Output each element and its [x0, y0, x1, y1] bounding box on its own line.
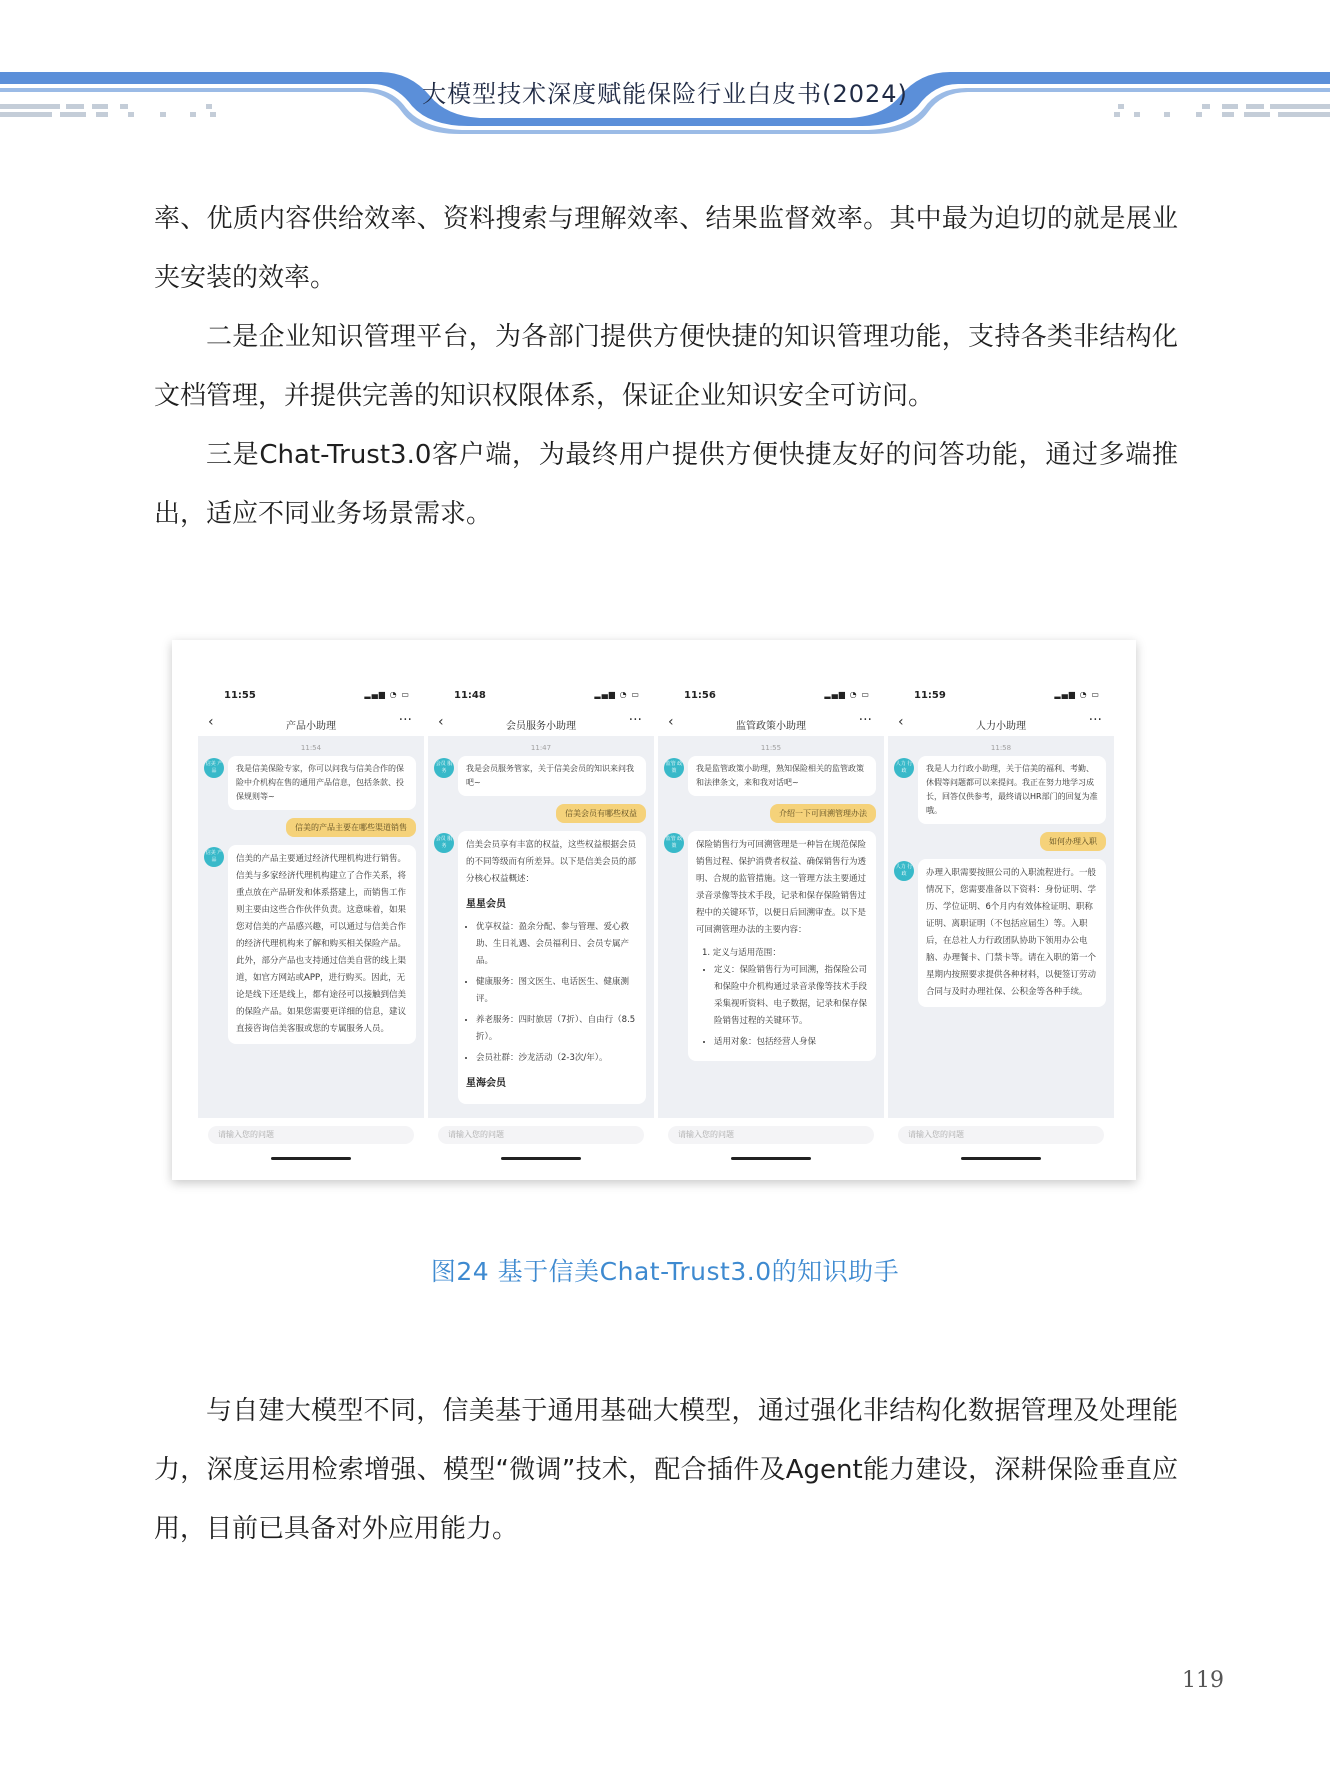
question-input[interactable]: 请输入您的问题	[668, 1126, 874, 1144]
back-icon[interactable]: ‹	[438, 714, 444, 730]
back-icon[interactable]: ‹	[898, 714, 904, 730]
user-question: 介绍一下可回溯管理办法	[770, 804, 876, 823]
user-question: 信美的产品主要在哪些渠道销售	[286, 818, 416, 837]
chat-title: 会员服务小助理	[506, 721, 576, 732]
signal-wifi-battery-icon: ▂▄▆ ◔ ▭	[594, 690, 640, 699]
bot-message	[658, 756, 884, 796]
bot-answer: 信美的产品主要通过经济代理机构进行销售。信美与多家经济代理机构建立了合作关系，将重点放在产品研发和体系搭建上，而销售工作则主要由这些合作伙伴负责。这意味着，如果您对信美的产品感兴趣，可以通过与信美合作的经济代理机构来了解和购买相关保险产品。此外，部分产品也支持通过信美自营的线上渠道，如官方网站或APP，进行购买。因此，无论是线下还是线上，都有途径可以接触到信美的保险产品。如果您需要更详细的信息，建议直接咨询信美客服或您的专属服务人员。	[228, 845, 416, 1044]
header-title: 大模型技术深度赋能保险行业白皮书(2024)	[422, 80, 908, 108]
user-message	[198, 818, 424, 837]
question-input[interactable]: 请输入您的问题	[898, 1126, 1104, 1144]
bot-message	[198, 845, 424, 1044]
bot-greeting: 我是监管政策小助理，熟知保险相关的监管政策和法律条文，来和我对话吧~	[688, 756, 876, 796]
nav-bar	[888, 714, 1114, 732]
back-icon[interactable]: ‹	[668, 714, 674, 730]
list-item: • 养老服务：四时旅居（7折）、自由行（8.5折）。	[476, 1012, 638, 1046]
status-time: 11:59	[914, 690, 946, 701]
more-icon[interactable]: ···	[858, 712, 872, 728]
bot-avatar: 会员 服务	[434, 758, 454, 778]
bot-message	[198, 756, 424, 810]
more-icon[interactable]: ···	[1088, 712, 1102, 728]
bot-greeting: 我是人力行政小助理，关于信美的福利、考勤、休假等问题都可以来提问。我正在努力地学习成长，回答仅供参考，最终请以HR部门的回复为准哦。	[918, 756, 1106, 824]
bot-avatar: 会员 服务	[434, 833, 454, 853]
bot-greeting: 我是会员服务管家，关于信美会员的知识来问我吧~	[458, 756, 646, 796]
bot-avatar: 人力 行政	[894, 861, 914, 881]
status-bar	[454, 690, 640, 702]
rule-list	[696, 962, 868, 1051]
bot-greeting: 我是信美保险专家，你可以问我与信美合作的保险中介机构在售的通用产品信息，包括条款、投保规则等~	[228, 756, 416, 810]
section-title: 星海会员	[466, 1078, 506, 1089]
bot-message	[428, 756, 654, 796]
signal-wifi-battery-icon: ▂▄▆ ◔ ▭	[1054, 690, 1100, 699]
paragraph-1: 率、优质内容供给效率、资料搜索与理解效率、结果监督效率。其中最为迫切的就是展业夹安装的效率。	[154, 204, 1178, 293]
paragraph-3: 三是Chat-Trust3.0客户端，为最终用户提供方便快捷友好的问答功能，通过多端推出，适应不同业务场景需求。	[154, 440, 1178, 529]
bot-answer	[458, 831, 646, 1104]
bot-avatar: 信美 产品	[204, 758, 224, 778]
phone-product-assistant	[198, 654, 424, 1166]
signal-wifi-battery-icon: ▂▄▆ ◔ ▭	[824, 690, 870, 699]
user-question: 信美会员有哪些权益	[556, 804, 646, 823]
status-time: 11:48	[454, 690, 486, 701]
home-indicator	[271, 1157, 351, 1160]
chat-time: 11:55	[760, 744, 782, 752]
answer-intro: 信美会员享有丰富的权益，这些权益根据会员的不同等级而有所差异。以下是信美会员的部分核心权益概述：	[466, 840, 637, 884]
chat-time: 11:54	[300, 744, 322, 752]
home-indicator	[501, 1157, 581, 1160]
bot-message	[888, 756, 1114, 824]
status-time: 11:56	[684, 690, 716, 701]
chat-area	[428, 736, 654, 1118]
chat-title: 人力小助理	[976, 721, 1026, 732]
bot-answer	[688, 831, 876, 1061]
list-title: 1. 定义与适用范围：	[702, 948, 781, 958]
home-indicator	[961, 1157, 1041, 1160]
paragraph-4: 与自建大模型不同，信美基于通用基础大模型，通过强化非结构化数据管理及处理能力，深度运用检索增强、模型“微调”技术，配合插件及Agent能力建设，深耕保险垂直应用，目前已具备对外应用能力。	[154, 1396, 1178, 1544]
more-icon[interactable]: ···	[398, 712, 412, 728]
bot-avatar: 监管 政策	[664, 833, 684, 853]
chat-time: 11:47	[530, 744, 552, 752]
status-bar	[914, 690, 1100, 702]
bot-avatar: 监管 政策	[664, 758, 684, 778]
list-item: • 会员社群：沙龙活动（2-3次/年）。	[476, 1050, 638, 1067]
question-input[interactable]: 请输入您的问题	[438, 1126, 644, 1144]
bot-message	[428, 831, 654, 1104]
section-title: 星星会员	[466, 899, 506, 910]
figure-screenshots	[172, 640, 1136, 1180]
bot-answer: 办理入职需要按照公司的入职流程进行。一般情况下，您需要准备以下资料：身份证明、学历、学位证明、6个月内有效体检证明、职称证明、离职证明（不包括应届生）等。入职后，在总社人力行政团队协助下领用办公电脑、办理餐卡、门禁卡等。请在入职的第一个星期内按照要求提供各种材料，以便签订劳动合同与及时办理社保、公积金等各种手续。	[918, 859, 1106, 1007]
phone-hr-assistant	[888, 654, 1114, 1166]
bot-avatar: 信美 产品	[204, 847, 224, 867]
nav-bar	[198, 714, 424, 732]
chat-area	[888, 736, 1114, 1118]
chat-time: 11:58	[990, 744, 1012, 752]
page-number: 119	[1182, 1668, 1224, 1693]
answer-intro: 保险销售行为可回溯管理是一种旨在规范保险销售过程、保护消费者权益、确保销售行为透明、合规的监管措施。这一管理方法主要通过录音录像等技术手段，记录和保存保险销售过程中的关键环节，以便日后回溯审查。以下是可回溯管理办法的主要内容：	[696, 840, 867, 935]
list-item: • 优享权益：盈余分配、参与管理、爱心救助、生日礼遇、会员福利日、会员专属产品。	[476, 919, 638, 970]
status-bar	[224, 690, 410, 702]
chat-title: 监管政策小助理	[736, 721, 806, 732]
bot-message	[888, 859, 1114, 1007]
benefit-list	[466, 919, 638, 1067]
user-message	[888, 832, 1114, 851]
user-message	[428, 804, 654, 823]
paragraph-2: 二是企业知识管理平台，为各部门提供方便快捷的知识管理功能，支持各类非结构化文档管理，并提供完善的知识权限体系，保证企业知识安全可访问。	[154, 322, 1178, 411]
phone-regulatory-assistant	[658, 654, 884, 1166]
list-item: • 适用对象：包括经营人身保	[714, 1034, 868, 1051]
back-icon[interactable]: ‹	[208, 714, 214, 730]
user-message	[658, 804, 884, 823]
chat-area	[658, 736, 884, 1118]
bot-message	[658, 831, 884, 1061]
home-indicator	[731, 1157, 811, 1160]
nav-bar	[658, 714, 884, 732]
bot-avatar: 人力 行政	[894, 758, 914, 778]
question-input[interactable]: 请输入您的问题	[208, 1126, 414, 1144]
status-time: 11:55	[224, 690, 256, 701]
figure-caption: 图24 基于信美Chat-Trust3.0的知识助手	[430, 1257, 900, 1286]
list-item: • 定义：保险销售行为可回溯，指保险公司和保险中介机构通过录音录像等技术手段采集视听资料、电子数据，记录和保存保险销售过程的关键环节。	[714, 962, 868, 1030]
chat-title: 产品小助理	[286, 721, 336, 732]
user-question: 如何办理入职	[1040, 832, 1106, 851]
list-item: • 健康服务：图文医生、电话医生、健康测评。	[476, 974, 638, 1008]
signal-wifi-battery-icon: ▂▄▆ ◔ ▭	[364, 690, 410, 699]
nav-bar	[428, 714, 654, 732]
status-bar	[684, 690, 870, 702]
phone-member-service-assistant	[428, 654, 654, 1166]
page-header	[0, 0, 1330, 140]
more-icon[interactable]: ···	[628, 712, 642, 728]
chat-area	[198, 736, 424, 1118]
